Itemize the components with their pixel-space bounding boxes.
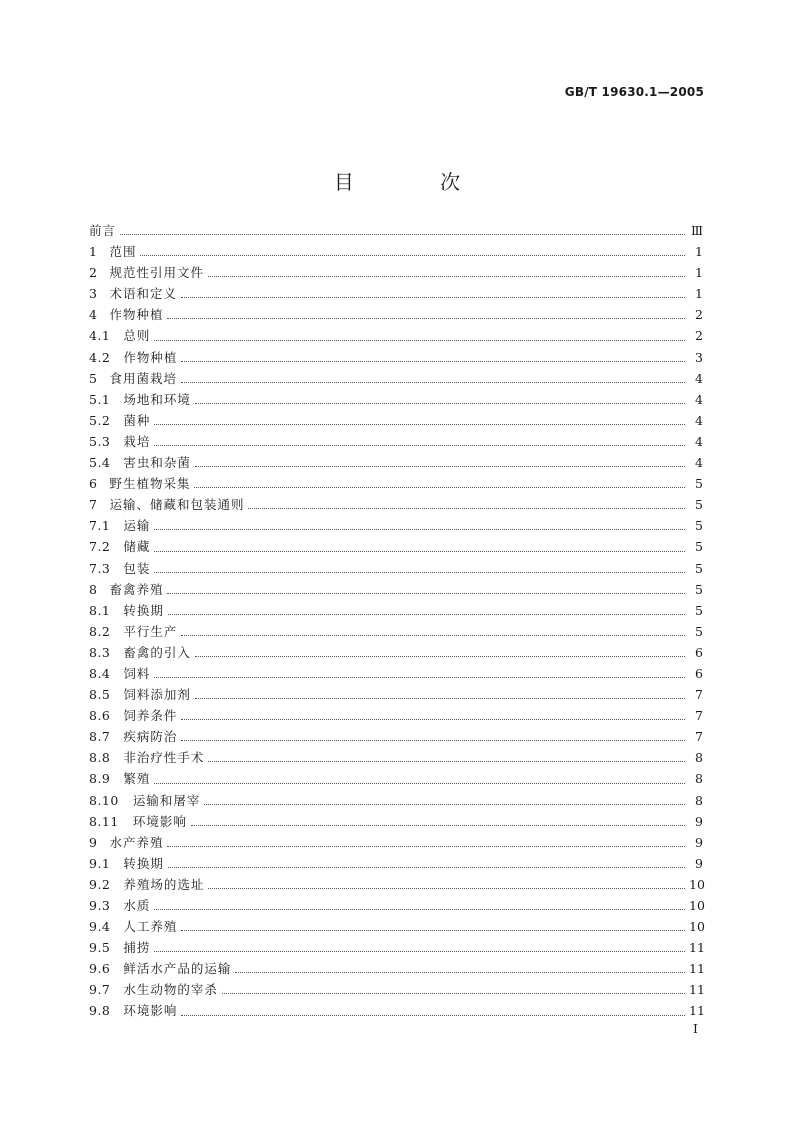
toc-dot-leader bbox=[222, 992, 685, 994]
toc-entry[interactable] bbox=[89, 579, 703, 600]
toc-entry[interactable] bbox=[89, 684, 703, 705]
toc-entry-page: 10 bbox=[689, 898, 705, 913]
toc-entry[interactable] bbox=[89, 790, 703, 811]
toc-entry-title: 畜禽的引入 bbox=[123, 644, 191, 660]
toc-entry-page: 8 bbox=[695, 771, 703, 787]
table-of-contents bbox=[89, 220, 703, 1022]
toc-entry-number: 8.6 bbox=[89, 708, 111, 724]
toc-entry-page: 4 bbox=[695, 433, 703, 449]
toc-entry[interactable] bbox=[89, 241, 703, 262]
toc-entry-title: 范围 bbox=[109, 244, 137, 260]
page-number: I bbox=[693, 1021, 698, 1036]
toc-entry-title: 规范性引用文件 bbox=[109, 265, 204, 281]
toc-dot-leader bbox=[248, 507, 685, 509]
toc-entry-page: 1 bbox=[695, 265, 703, 281]
toc-dot-leader bbox=[208, 275, 685, 277]
toc-entry-number: 3 bbox=[89, 286, 98, 302]
toc-entry-number: 4.1 bbox=[89, 328, 111, 344]
toc-entry[interactable] bbox=[89, 347, 703, 368]
toc-entry[interactable] bbox=[89, 536, 703, 557]
toc-entry-page: 5 bbox=[695, 539, 703, 555]
toc-dot-leader bbox=[181, 739, 685, 741]
toc-dot-leader bbox=[191, 824, 685, 826]
toc-entry-number: 9.6 bbox=[89, 961, 111, 977]
toc-entry[interactable] bbox=[89, 600, 703, 621]
toc-entry-number: 8.3 bbox=[89, 644, 111, 660]
toc-entry-number: 9.4 bbox=[89, 919, 111, 935]
toc-dot-leader bbox=[154, 444, 685, 446]
toc-entry-number: 9.1 bbox=[89, 855, 111, 871]
standard-code: GB/T 19630.1—2005 bbox=[564, 85, 704, 99]
toc-entry-page: 3 bbox=[695, 349, 703, 365]
toc-entry[interactable] bbox=[89, 811, 703, 832]
toc-entry-title: 平行生产 bbox=[123, 623, 178, 639]
toc-entry-page: 11 bbox=[689, 982, 705, 998]
toc-entry-page: 5 bbox=[695, 497, 703, 513]
toc-dot-leader bbox=[204, 803, 685, 805]
toc-dot-leader bbox=[195, 465, 685, 467]
toc-entry-number: 8.1 bbox=[89, 602, 111, 618]
toc-entry[interactable] bbox=[89, 663, 703, 684]
toc-entry-page: 6 bbox=[695, 665, 703, 681]
toc-entry-page: 8 bbox=[695, 792, 703, 808]
toc-entry-title: 水质 bbox=[123, 898, 151, 913]
toc-entry-number: 8.7 bbox=[89, 729, 111, 745]
toc-entry[interactable] bbox=[89, 726, 703, 747]
toc-dot-leader bbox=[235, 971, 685, 973]
toc-entry[interactable] bbox=[89, 853, 703, 874]
toc-entry-number: 8.2 bbox=[89, 623, 111, 639]
toc-entry-number: 7 bbox=[89, 497, 98, 513]
toc-entry-page: 5 bbox=[695, 602, 703, 618]
toc-entry[interactable] bbox=[89, 515, 703, 536]
toc-dot-leader bbox=[167, 845, 685, 847]
toc-entry[interactable] bbox=[89, 262, 703, 283]
page-title: 目 次 bbox=[333, 170, 501, 195]
toc-entry-title: 疾病防治 bbox=[123, 729, 178, 745]
toc-entry[interactable] bbox=[89, 558, 703, 579]
toc-dot-leader bbox=[154, 571, 685, 573]
toc-dot-leader bbox=[181, 634, 685, 636]
toc-entry-page: 6 bbox=[695, 644, 703, 660]
toc-entry-number: 8 bbox=[89, 581, 98, 597]
toc-entry-number: 9.5 bbox=[89, 940, 111, 956]
toc-entry-page: 4 bbox=[695, 370, 703, 386]
toc-entry-title: 运输和屠宰 bbox=[132, 792, 201, 808]
toc-entry-title: 水生动物的宰杀 bbox=[123, 982, 218, 998]
toc-entry[interactable] bbox=[89, 642, 703, 663]
toc-entry-page: 9 bbox=[695, 813, 703, 829]
toc-dot-leader bbox=[195, 655, 685, 657]
toc-entry-title: 运输 bbox=[123, 518, 151, 534]
toc-entry-title: 转换期 bbox=[123, 855, 164, 871]
toc-entry-page: 1 bbox=[695, 244, 703, 260]
toc-entry-page: 7 bbox=[695, 708, 703, 724]
toc-entry-page: 4 bbox=[695, 412, 703, 428]
toc-entry-page: 8 bbox=[695, 750, 703, 766]
toc-entry-title: 环境影响 bbox=[123, 1003, 178, 1019]
toc-dot-leader bbox=[154, 528, 685, 530]
toc-entry-title: 前言 bbox=[89, 223, 117, 238]
toc-entry-page: 4 bbox=[695, 455, 703, 471]
toc-entry-title: 非治疗性手术 bbox=[123, 750, 205, 766]
toc-entry-number: 9 bbox=[89, 834, 98, 850]
toc-dot-leader bbox=[181, 296, 685, 298]
toc-entry-title: 饲料 bbox=[123, 665, 151, 681]
toc-entry-page: Ⅲ bbox=[690, 223, 703, 238]
toc-dot-leader bbox=[208, 887, 685, 889]
toc-dot-leader bbox=[168, 866, 685, 868]
toc-entry[interactable] bbox=[89, 874, 703, 895]
toc-entry[interactable] bbox=[89, 368, 703, 389]
toc-entry-page: 11 bbox=[689, 1003, 705, 1019]
toc-entry-number: 5.3 bbox=[89, 433, 111, 449]
toc-entry-number: 8.5 bbox=[89, 687, 111, 703]
toc-entry[interactable] bbox=[89, 220, 703, 241]
toc-entry-page: 1 bbox=[695, 286, 703, 302]
toc-entry-number: 9.3 bbox=[89, 898, 111, 913]
toc-entry[interactable] bbox=[89, 747, 703, 768]
toc-dot-leader bbox=[181, 381, 685, 383]
toc-entry-title: 包装 bbox=[123, 560, 151, 576]
toc-entry-page: 7 bbox=[695, 687, 703, 703]
toc-entry[interactable] bbox=[89, 473, 703, 494]
toc-entry-title: 害虫和杂菌 bbox=[123, 455, 191, 471]
toc-entry-number: 9.7 bbox=[89, 982, 111, 998]
toc-dot-leader bbox=[154, 339, 685, 341]
toc-dot-leader bbox=[120, 233, 685, 235]
toc-dot-leader bbox=[167, 317, 685, 319]
toc-entry-number: 4.2 bbox=[89, 349, 111, 365]
toc-entry-page: 9 bbox=[695, 834, 703, 850]
toc-entry[interactable] bbox=[89, 389, 703, 410]
toc-entry-number: 5.2 bbox=[89, 412, 111, 428]
toc-entry[interactable] bbox=[89, 958, 703, 979]
toc-entry-title: 运输、储藏和包装通则 bbox=[109, 497, 245, 513]
toc-entry-page: 11 bbox=[689, 940, 705, 956]
toc-entry-title: 食用菌栽培 bbox=[109, 370, 177, 386]
toc-entry-title: 转换期 bbox=[123, 602, 164, 618]
toc-entry-page: 11 bbox=[689, 961, 705, 977]
toc-entry-title: 菌种 bbox=[123, 412, 151, 428]
toc-entry-title: 水产养殖 bbox=[109, 834, 164, 850]
toc-entry-page: 9 bbox=[695, 855, 703, 871]
toc-dot-leader bbox=[140, 254, 685, 256]
toc-entry-title: 畜禽养殖 bbox=[109, 581, 164, 597]
toc-entry-number: 4 bbox=[89, 307, 98, 323]
toc-entry[interactable] bbox=[89, 325, 703, 346]
toc-entry[interactable] bbox=[89, 410, 703, 431]
toc-entry[interactable] bbox=[89, 937, 703, 958]
toc-entry[interactable] bbox=[89, 979, 703, 1000]
toc-entry-number: 9.2 bbox=[89, 876, 111, 892]
toc-entry-number: 8.8 bbox=[89, 750, 111, 766]
toc-entry-page: 10 bbox=[689, 919, 705, 935]
toc-dot-leader bbox=[167, 592, 685, 594]
toc-entry-number: 5 bbox=[89, 370, 98, 386]
toc-entry[interactable] bbox=[89, 768, 703, 789]
toc-entry-page: 5 bbox=[695, 623, 703, 639]
toc-entry-title: 人工养殖 bbox=[123, 919, 178, 935]
toc-entry-number: 8.10 bbox=[89, 792, 119, 808]
toc-entry-number: 7.3 bbox=[89, 560, 111, 576]
toc-entry-page: 5 bbox=[695, 476, 703, 492]
toc-entry[interactable] bbox=[89, 494, 703, 515]
toc-entry-title: 养殖场的选址 bbox=[123, 876, 205, 892]
toc-entry-title: 捕捞 bbox=[123, 940, 151, 956]
toc-entry-number: 6 bbox=[89, 476, 98, 492]
toc-entry-title: 野生植物采集 bbox=[109, 476, 191, 492]
toc-entry-title: 总则 bbox=[123, 328, 151, 344]
toc-entry-number: 7.1 bbox=[89, 518, 111, 534]
toc-entry[interactable] bbox=[89, 304, 703, 325]
toc-entry-number: 1 bbox=[89, 244, 98, 260]
toc-dot-leader bbox=[168, 613, 685, 615]
toc-entry-page: 5 bbox=[695, 560, 703, 576]
toc-entry-page: 5 bbox=[695, 518, 703, 534]
toc-entry[interactable] bbox=[89, 895, 703, 916]
toc-dot-leader bbox=[194, 486, 685, 488]
toc-entry[interactable] bbox=[89, 431, 703, 452]
toc-dot-leader bbox=[154, 908, 685, 910]
toc-entry[interactable] bbox=[89, 916, 703, 937]
toc-entry-number: 7.2 bbox=[89, 539, 111, 555]
toc-entry-page: 2 bbox=[695, 328, 703, 344]
toc-entry-title: 栽培 bbox=[123, 433, 151, 449]
toc-dot-leader bbox=[195, 402, 685, 404]
toc-entry-page: 4 bbox=[695, 391, 703, 407]
toc-entry-title: 作物种植 bbox=[109, 307, 164, 323]
toc-entry-title: 饲料添加剂 bbox=[123, 687, 191, 703]
toc-dot-leader bbox=[154, 550, 685, 552]
toc-entry-title: 场地和环境 bbox=[123, 391, 191, 407]
toc-dot-leader bbox=[181, 718, 685, 720]
toc-entry-number: 8.9 bbox=[89, 771, 111, 787]
toc-entry-page: 10 bbox=[689, 876, 705, 892]
toc-entry[interactable] bbox=[89, 705, 703, 726]
toc-entry[interactable] bbox=[89, 1000, 703, 1021]
toc-entry-number: 8.11 bbox=[89, 813, 119, 829]
toc-entry-number: 5.1 bbox=[89, 391, 111, 407]
toc-entry[interactable] bbox=[89, 452, 703, 473]
toc-dot-leader bbox=[181, 360, 685, 362]
toc-entry[interactable] bbox=[89, 621, 703, 642]
toc-entry[interactable] bbox=[89, 283, 703, 304]
toc-dot-leader bbox=[154, 782, 685, 784]
toc-entry-number: 5.4 bbox=[89, 455, 111, 471]
toc-entry-title: 繁殖 bbox=[123, 771, 151, 787]
toc-entry-title: 饲养条件 bbox=[123, 708, 178, 724]
toc-entry-number: 8.4 bbox=[89, 665, 111, 681]
toc-dot-leader bbox=[154, 423, 685, 425]
toc-dot-leader bbox=[154, 950, 685, 952]
toc-entry[interactable] bbox=[89, 832, 703, 853]
toc-entry-title: 作物种植 bbox=[123, 349, 178, 365]
toc-entry-title: 术语和定义 bbox=[109, 286, 177, 302]
toc-entry-page: 5 bbox=[695, 581, 703, 597]
toc-dot-leader bbox=[181, 1014, 685, 1016]
toc-entry-number: 2 bbox=[89, 265, 98, 281]
toc-entry-number: 9.8 bbox=[89, 1003, 111, 1019]
toc-entry-title: 环境影响 bbox=[132, 813, 187, 829]
toc-dot-leader bbox=[154, 676, 685, 678]
toc-dot-leader bbox=[181, 929, 685, 931]
toc-entry-title: 鲜活水产品的运输 bbox=[123, 961, 232, 977]
toc-dot-leader bbox=[208, 760, 685, 762]
toc-dot-leader bbox=[195, 697, 685, 699]
toc-entry-page: 7 bbox=[695, 729, 703, 745]
toc-entry-title: 储藏 bbox=[123, 539, 151, 555]
toc-entry-page: 2 bbox=[695, 307, 703, 323]
